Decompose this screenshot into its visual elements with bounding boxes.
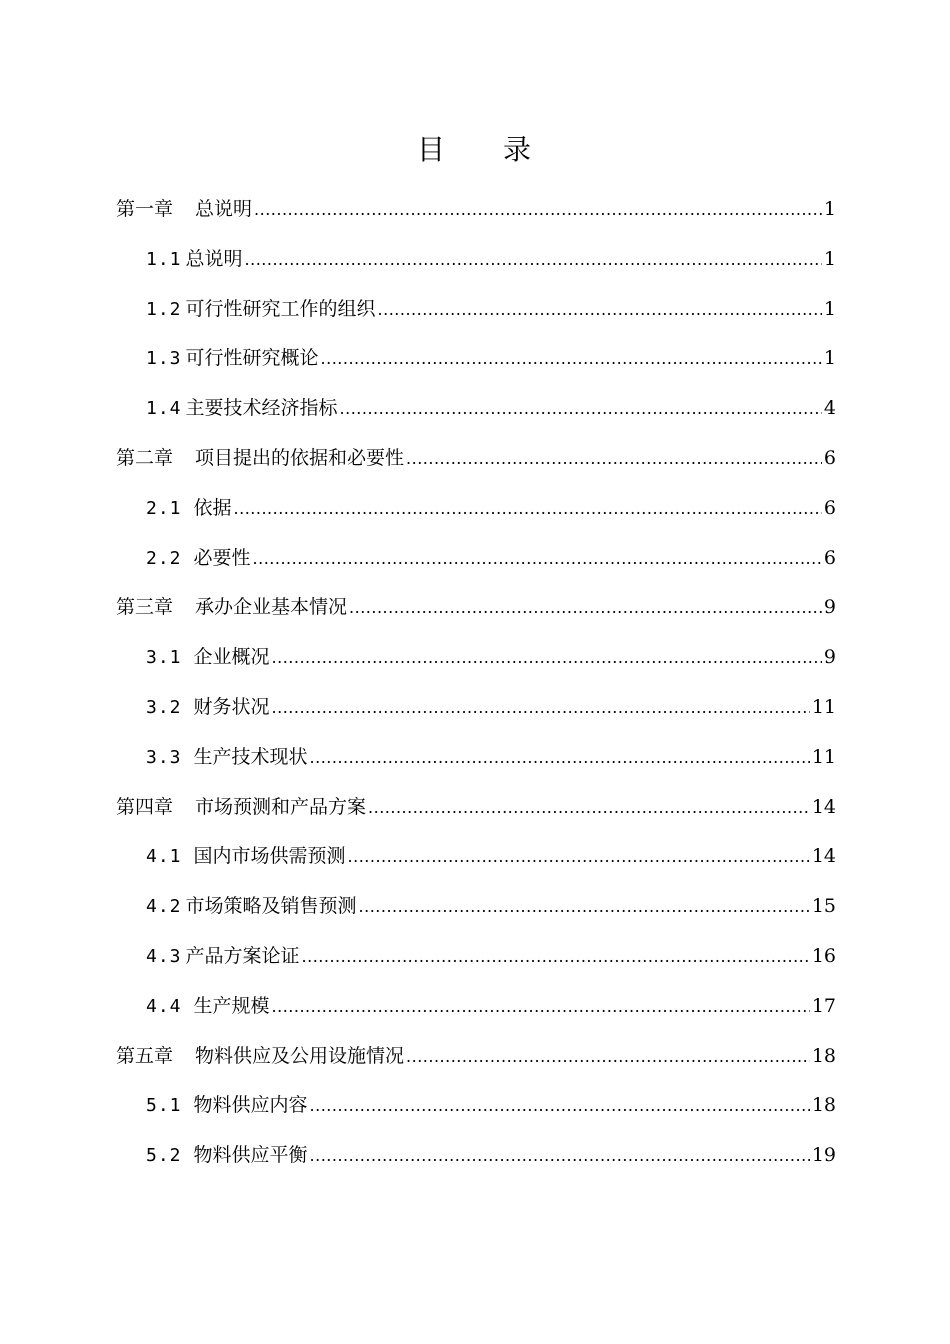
toc-entry-number: 2.2 xyxy=(146,547,182,569)
toc-entry-page: 11 xyxy=(811,745,836,768)
toc-entry-number: 第二章 xyxy=(116,446,174,469)
toc-entry-page: 1 xyxy=(823,247,836,270)
toc-dot-leader xyxy=(310,1131,810,1181)
toc-entry-label: 生产技术现状 xyxy=(193,745,308,768)
toc-dot-leader xyxy=(272,683,810,733)
toc-entry[interactable] xyxy=(116,235,836,285)
toc-entry-label: 总说明 xyxy=(195,198,253,220)
toc-entry[interactable] xyxy=(116,384,836,434)
toc-entry-label: 总说明 xyxy=(185,247,243,270)
toc-entry-page: 14 xyxy=(811,795,836,818)
toc-dot-leader xyxy=(272,982,810,1032)
toc-entry-label: 可行性研究概论 xyxy=(185,347,319,370)
toc-entry-number: 第一章 xyxy=(116,198,174,220)
toc-dot-leader xyxy=(378,285,822,335)
toc-entry[interactable] xyxy=(116,434,836,484)
toc-entry-label: 市场预测和产品方案 xyxy=(195,795,367,818)
toc-entry[interactable] xyxy=(116,484,836,534)
toc-entry-page: 18 xyxy=(811,1044,836,1067)
toc-entry-number: 1.4 xyxy=(146,398,182,420)
toc-entry-label: 项目提出的依据和必要性 xyxy=(195,446,405,469)
toc-entry-number: 4.4 xyxy=(146,995,182,1017)
toc-entry-label: 必要性 xyxy=(193,546,251,569)
toc-entry-page: 6 xyxy=(823,546,836,569)
toc-entry-page: 1 xyxy=(823,347,836,370)
toc-title-left: 目 xyxy=(416,133,447,166)
toc-entry[interactable] xyxy=(116,1032,836,1082)
toc-entry[interactable] xyxy=(116,882,836,932)
toc-entry-number: 5.1 xyxy=(146,1095,182,1117)
toc-entry-page: 1 xyxy=(823,198,836,220)
toc-entry-page: 19 xyxy=(811,1144,836,1167)
toc-entry-number: 3.3 xyxy=(146,746,182,768)
toc-entry[interactable] xyxy=(116,1081,836,1131)
toc-entry-label: 主要技术经济指标 xyxy=(185,397,338,420)
toc-dot-leader xyxy=(310,1081,810,1131)
toc-entry[interactable] xyxy=(116,633,836,683)
toc-entry-page: 18 xyxy=(811,1094,836,1117)
toc-entry-number: 2.1 xyxy=(146,497,182,519)
toc-entry-label: 国内市场供需预测 xyxy=(193,845,346,868)
toc-entry[interactable] xyxy=(116,583,836,633)
toc-dot-leader xyxy=(406,434,822,484)
toc-entry[interactable] xyxy=(116,334,836,384)
toc-entry-label: 财务状况 xyxy=(193,695,270,718)
toc-entry-number: 4.1 xyxy=(146,846,182,868)
toc-entry-page: 6 xyxy=(823,446,836,469)
toc-dot-leader xyxy=(321,334,822,384)
toc-entry-number: 1.2 xyxy=(146,298,182,320)
toc-entry[interactable] xyxy=(116,932,836,982)
toc-dot-leader xyxy=(302,932,810,982)
toc-entry[interactable] xyxy=(116,285,836,335)
toc-entry[interactable] xyxy=(116,783,836,833)
toc-entry[interactable] xyxy=(116,832,836,882)
toc-dot-leader xyxy=(359,882,810,932)
toc-entry-number: 第三章 xyxy=(116,596,174,619)
toc-entry-page: 9 xyxy=(823,596,836,619)
toc-entry[interactable] xyxy=(116,982,836,1032)
toc-entry-label: 依据 xyxy=(193,496,232,519)
toc-title xyxy=(0,128,950,168)
toc-entry-page: 16 xyxy=(811,944,836,967)
toc-entry-label: 产品方案论证 xyxy=(185,944,300,967)
toc-dot-leader xyxy=(272,633,822,683)
toc-entry-number: 第四章 xyxy=(116,795,174,818)
toc-entry-page: 1 xyxy=(823,297,836,320)
toc-dot-leader xyxy=(348,832,810,882)
toc-dot-leader xyxy=(310,733,810,783)
toc-dot-leader xyxy=(234,484,822,534)
toc-entry-number: 4.3 xyxy=(146,945,182,967)
toc-dot-leader xyxy=(254,185,822,235)
toc-entry-page: 9 xyxy=(823,646,836,669)
toc-dot-leader xyxy=(368,783,810,833)
toc-entry-label: 生产规模 xyxy=(193,994,270,1017)
toc-dot-leader xyxy=(349,583,822,633)
toc-dot-leader xyxy=(253,534,822,584)
toc-entry-page: 17 xyxy=(811,994,836,1017)
toc-entry[interactable] xyxy=(116,185,836,235)
toc-entry-label: 企业概况 xyxy=(193,646,270,669)
toc-list xyxy=(116,185,836,1181)
toc-entry-page: 4 xyxy=(823,397,836,420)
toc-entry-label: 承办企业基本情况 xyxy=(195,596,348,619)
toc-entry[interactable] xyxy=(116,534,836,584)
toc-entry-label: 物料供应及公用设施情况 xyxy=(195,1044,405,1067)
toc-entry-number: 1.1 xyxy=(146,248,182,270)
toc-entry-number: 1.3 xyxy=(146,348,182,370)
toc-title-right: 录 xyxy=(503,133,534,166)
toc-entry-page: 14 xyxy=(811,845,836,868)
toc-dot-leader xyxy=(245,235,822,285)
toc-dot-leader xyxy=(406,1032,810,1082)
toc-entry-label: 可行性研究工作的组织 xyxy=(185,297,376,320)
toc-entry-label: 物料供应内容 xyxy=(193,1094,308,1117)
toc-entry[interactable] xyxy=(116,1131,836,1181)
toc-entry-number: 3.1 xyxy=(146,647,182,669)
toc-entry-number: 4.2 xyxy=(146,896,182,918)
toc-entry-label: 物料供应平衡 xyxy=(193,1144,308,1167)
toc-entry-page: 11 xyxy=(811,695,836,718)
toc-entry-number: 3.2 xyxy=(146,696,182,718)
toc-entry-number: 5.2 xyxy=(146,1145,182,1167)
toc-entry[interactable] xyxy=(116,683,836,733)
toc-entry-number: 第五章 xyxy=(116,1044,174,1067)
toc-entry-page: 6 xyxy=(823,496,836,519)
toc-entry-label: 市场策略及销售预测 xyxy=(185,895,357,918)
toc-entry-page: 15 xyxy=(811,895,836,918)
toc-dot-leader xyxy=(340,384,822,434)
toc-entry[interactable] xyxy=(116,733,836,783)
